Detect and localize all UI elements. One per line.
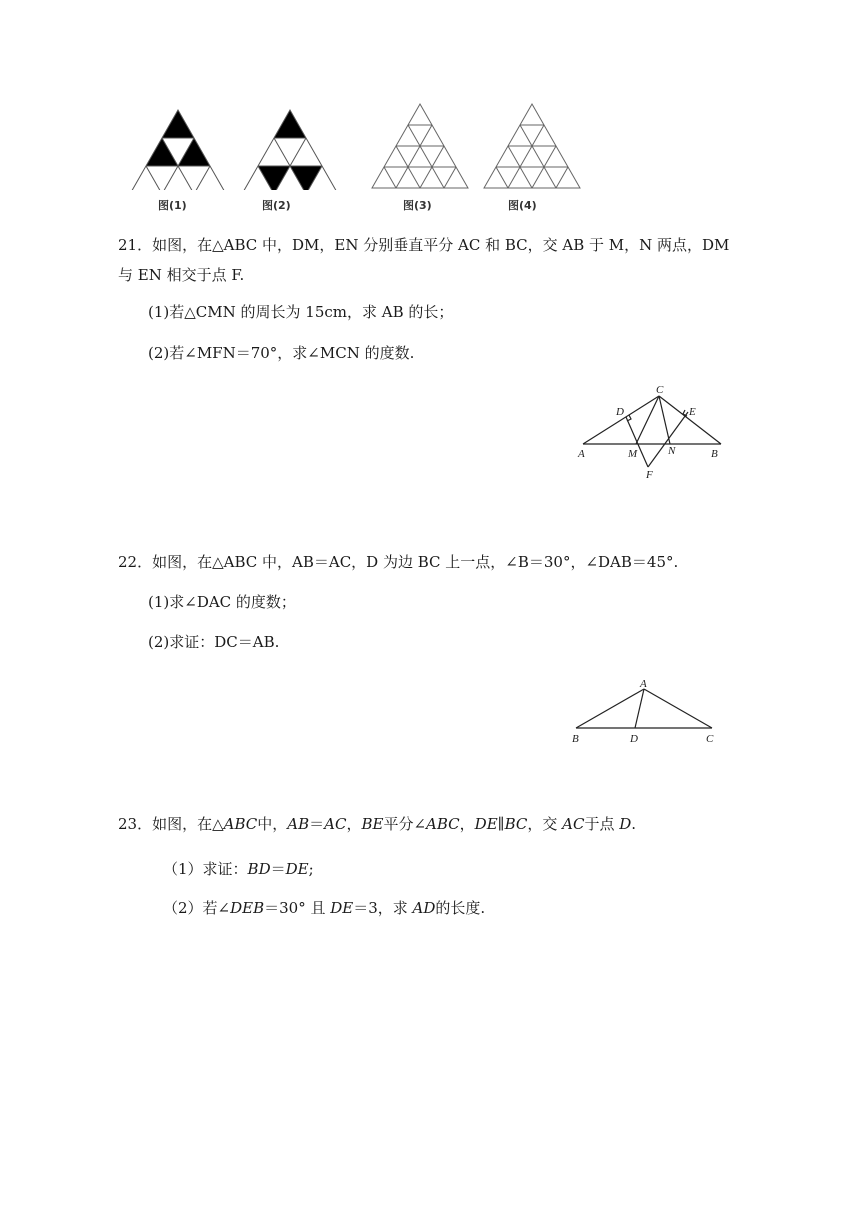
q21-label-M: M — [628, 448, 638, 460]
q21-figure — [575, 382, 735, 482]
pattern-figure-3 — [372, 104, 468, 188]
pattern-figure-4 — [484, 104, 580, 188]
pattern-figure-2 — [242, 110, 338, 190]
q23-part2: （2）若∠DEB＝30° 且 DE＝3，求 AD的长度. — [163, 899, 486, 917]
q21-label-F: F — [646, 469, 653, 481]
q22-label-C: C — [706, 733, 714, 745]
q22-label-B: B — [572, 733, 579, 745]
q21-label-C: C — [656, 384, 664, 396]
q21-stem-line1: 21．如图，在△ABC 中，DM，EN 分别垂直平分 AC 和 BC，交 AB 于 M，N 两点，DM — [118, 236, 730, 254]
triangle-pattern-figures — [120, 100, 600, 190]
q21-label-N: N — [668, 445, 676, 457]
q21-part2: (2)若∠MFN＝70°，求∠MCN 的度数. — [148, 344, 415, 362]
q21-stem-line2: 与 EN 相交于点 F. — [118, 266, 245, 284]
pattern-figure-1 — [130, 110, 226, 190]
figure-caption-4: 图(4) — [508, 199, 537, 212]
q23-stem: 23．如图，在△ABC中，AB＝AC，BE平分∠ABC，DE∥BC，交 AC于点 D. — [118, 815, 637, 833]
q21-label-B: B — [711, 448, 718, 460]
q22-part1: (1)求∠DAC 的度数； — [148, 593, 296, 611]
figure-caption-1: 图(1) — [158, 199, 187, 212]
q21-part1: (1)若△CMN 的周长为 15cm，求 AB 的长； — [148, 303, 454, 321]
q21-label-A: A — [578, 448, 585, 460]
q22-label-D: D — [630, 733, 638, 745]
q22-label-A: A — [640, 678, 647, 690]
figure-caption-3: 图(3) — [403, 199, 432, 212]
q22-part2: (2)求证：DC＝AB. — [148, 633, 280, 651]
q21-label-D: D — [616, 406, 624, 418]
q22-stem: 22．如图，在△ABC 中，AB＝AC，D 为边 BC 上一点，∠B＝30°，∠DAB＝45°. — [118, 553, 679, 571]
figure-caption-2: 图(2) — [262, 199, 291, 212]
q22-figure — [568, 676, 728, 751]
q23-part1: （1）求证：BD＝DE; — [163, 860, 314, 878]
q21-label-E: E — [689, 406, 696, 418]
